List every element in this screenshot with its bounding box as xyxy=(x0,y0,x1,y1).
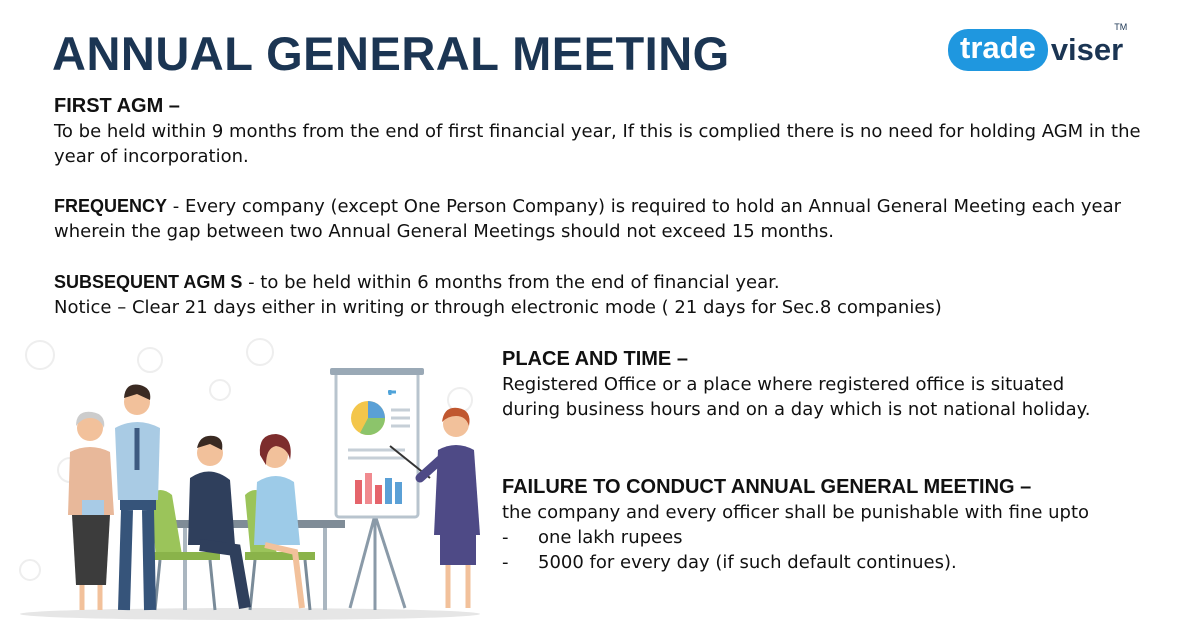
meeting-illustration xyxy=(10,330,490,625)
standing-man-figure xyxy=(115,385,160,610)
place-time-heading: PLACE AND TIME – xyxy=(502,348,688,370)
place-time-text: Registered Office or a place where registered office is situated during business hours and on a day which is not national holiday. xyxy=(502,374,1091,420)
list-item-text: 5000 for every day (if such default continues). xyxy=(538,552,957,573)
failure-section xyxy=(502,475,1122,575)
frequency-paragraph xyxy=(54,194,1154,244)
place-time-section xyxy=(502,347,1122,422)
subsequent-agm-section xyxy=(54,270,1154,320)
presentation-board xyxy=(330,368,424,610)
frequency-heading: FREQUENCY xyxy=(54,196,168,216)
list-dash: - xyxy=(502,552,509,573)
list-dash: - xyxy=(502,527,509,548)
subsequent-heading: SUBSEQUENT AGM S xyxy=(54,272,243,292)
frequency-text: - Every company (except One Person Company) is required to hold an Annual General Meeting each year wherein the gap between two Annual General Meetings should not exceed 15 months. xyxy=(54,196,1122,242)
logo-viser: viser xyxy=(1050,32,1124,67)
seated-woman-figure xyxy=(254,434,302,608)
failure-text: the company and every officer shall be punishable with fine upto xyxy=(502,502,1090,523)
logo-trademark: TM xyxy=(1114,22,1128,32)
subsequent-text: - to be held within 6 months from the end of financial year. xyxy=(242,272,780,293)
first-agm-heading: FIRST AGM – xyxy=(54,95,180,117)
page-title: ANNUAL GENERAL MEETING xyxy=(52,27,730,80)
notice-text: Notice – Clear 21 days either in writing or through electronic mode ( 21 days for Sec.8 companies) xyxy=(54,297,942,318)
subsequent-paragraph xyxy=(54,270,1154,295)
penalty-list xyxy=(502,525,1122,575)
logo-trade: trade xyxy=(948,29,1048,71)
tradeviser-logo xyxy=(948,22,1128,70)
list-item xyxy=(502,550,1122,575)
first-agm-text: To be held within 9 months from the end of first financial year, If this is complied there is no need for holding AGM in the year of incorporation. xyxy=(54,121,1141,167)
bar-chart-icon xyxy=(355,480,362,504)
list-item xyxy=(502,525,1122,550)
frequency-section xyxy=(54,194,1154,244)
failure-heading: FAILURE TO CONDUCT ANNUAL GENERAL MEETING – xyxy=(502,476,1032,498)
list-item-text: one lakh rupees xyxy=(538,527,683,548)
older-woman-figure xyxy=(68,412,114,610)
first-agm-section xyxy=(54,94,1154,169)
